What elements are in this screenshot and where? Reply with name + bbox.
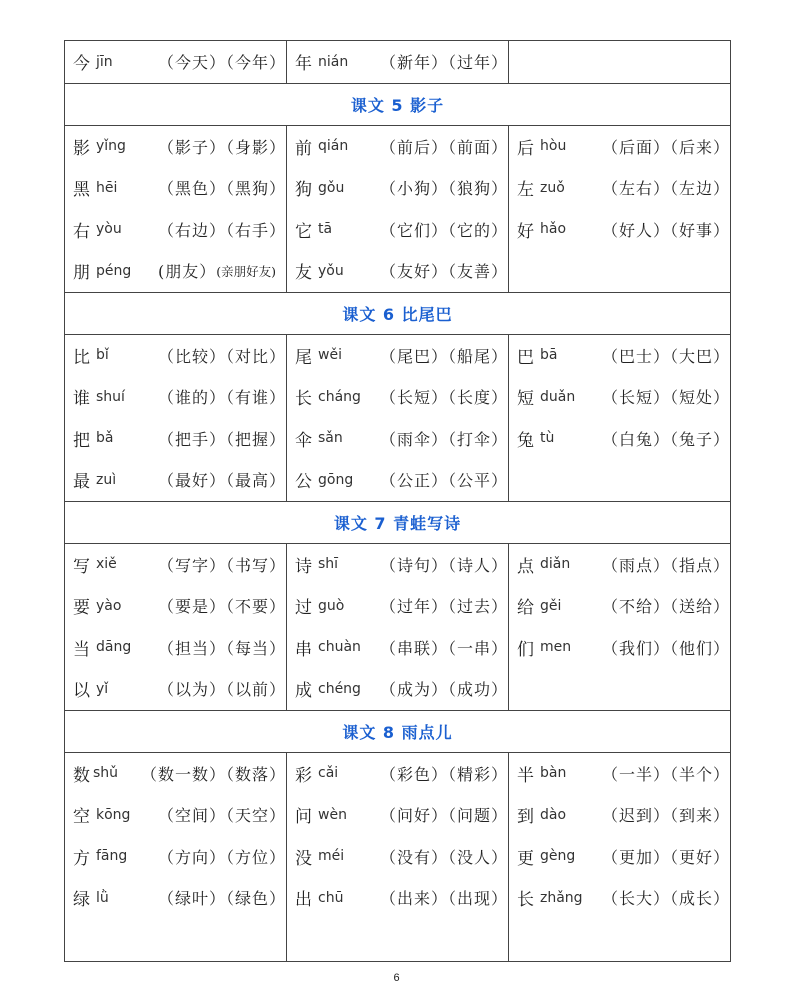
vocab-entry (287, 418, 508, 460)
lesson-header-row (65, 501, 731, 543)
character: 左 (517, 180, 534, 201)
vocab-entry (65, 459, 286, 501)
example-words: （前后）（前面） (379, 137, 508, 157)
lesson-header (65, 83, 731, 125)
vocab-entry (65, 335, 286, 377)
example-words: （右边）（右手） (157, 220, 286, 240)
character: 要 (73, 598, 90, 619)
column-cell (287, 752, 509, 961)
vocab-entry (287, 668, 508, 710)
character: 过 (295, 598, 312, 619)
pinyin: shī (318, 556, 339, 573)
vocab-entry (287, 877, 508, 919)
pinyin: sǎn (318, 430, 343, 447)
vocab-entry (65, 627, 286, 669)
vocab-entry (287, 459, 508, 501)
pinyin: zhǎng (540, 889, 583, 906)
pinyin: nián (318, 53, 349, 70)
pinyin: yào (96, 597, 122, 614)
content-row (65, 41, 731, 84)
example-words: (朋友） (158, 262, 217, 282)
pinyin: tù (540, 430, 555, 447)
pinyin: chuàn (318, 639, 361, 656)
lesson-header-row (65, 83, 731, 125)
vocab-entry (509, 376, 730, 418)
vocab-entry (509, 544, 730, 586)
character: 公 (295, 472, 312, 493)
pinyin: gèng (540, 848, 576, 865)
pinyin: hòu (540, 138, 567, 155)
character: 比 (73, 347, 90, 368)
example-words: （彩色）（精彩） (379, 764, 508, 784)
vocab-entry (287, 544, 508, 586)
character: 们 (517, 639, 534, 660)
pinyin: méi (318, 848, 345, 865)
example-words: （过年）（过去） (379, 597, 508, 617)
pinyin: diǎn (540, 556, 571, 573)
pinyin: xiě (96, 556, 117, 573)
example-words: （绿叶）（绿色） (157, 889, 286, 909)
example-words: （成为）（成功） (379, 680, 508, 700)
character: 黑 (73, 180, 90, 201)
example-words-extra: (亲朋好友) (216, 263, 277, 279)
character: 前 (295, 138, 312, 159)
vocab-entry (509, 126, 730, 168)
character: 最 (73, 472, 90, 493)
character: 彩 (295, 765, 312, 786)
example-words: （友好）（友善） (379, 262, 508, 282)
vocab-entry (287, 41, 508, 83)
example-words: （最好）（最高） (157, 471, 286, 491)
character: 诗 (295, 556, 312, 577)
character: 长 (295, 389, 312, 410)
page-number: 6 (393, 972, 400, 984)
example-words: （没有）（没人） (379, 847, 508, 867)
pinyin: cháng (318, 388, 361, 405)
pinyin: yǐng (96, 138, 126, 155)
vocab-entry (287, 753, 508, 795)
vocab-entry (65, 753, 286, 795)
column-cell (65, 543, 287, 710)
pinyin: dào (540, 806, 567, 823)
lesson-title: 课文 8 雨点儿 (342, 722, 453, 742)
character: 狗 (295, 180, 312, 201)
lesson-title: 课文 7 青蛙写诗 (333, 513, 462, 533)
character: 后 (517, 138, 534, 159)
pinyin: duǎn (540, 388, 576, 405)
example-words: （写字）（书写） (157, 555, 286, 575)
vocab-entry (65, 126, 286, 168)
example-words: （巴士）（大巴） (601, 346, 730, 366)
character: 年 (295, 54, 312, 75)
column-cell (509, 334, 731, 501)
column-cell (65, 334, 287, 501)
pinyin: kōng (96, 806, 131, 823)
vocab-entry (509, 585, 730, 627)
pinyin: bǐ (96, 347, 109, 364)
pinyin: bǎ (96, 430, 114, 447)
vocab-entry (65, 668, 286, 710)
column-cell (509, 543, 731, 710)
lesson-title: 课文 6 比尾巴 (342, 304, 453, 324)
character: 半 (517, 765, 534, 786)
lesson-header-row (65, 292, 731, 334)
character: 当 (73, 639, 90, 660)
pinyin: bā (540, 347, 558, 364)
example-words: （尾巴）（船尾） (379, 346, 508, 366)
example-words: （迟到）（到来） (601, 806, 730, 826)
vocab-entry (509, 335, 730, 377)
column-cell (65, 752, 287, 961)
pinyin: chū (318, 889, 344, 906)
pinyin: cǎi (318, 765, 339, 782)
character: 以 (73, 681, 90, 702)
example-words: （今天）（今年） (157, 53, 286, 73)
vocab-entry (65, 167, 286, 209)
vocab-entry (287, 585, 508, 627)
content-row (65, 752, 731, 961)
vocab-entry (509, 167, 730, 209)
pinyin: fāng (96, 848, 128, 865)
character: 谁 (73, 389, 90, 410)
example-words: （好人）（好事） (601, 220, 730, 240)
vocab-entry (65, 544, 286, 586)
example-words: （方向）（方位） (157, 847, 286, 867)
content-row (65, 125, 731, 292)
vocab-entry (65, 836, 286, 878)
column-cell (287, 41, 509, 84)
vocab-entry (287, 335, 508, 377)
vocab-entry (509, 877, 730, 919)
column-cell (65, 41, 287, 84)
example-words: （新年）（过年） (379, 53, 508, 73)
vocab-entry (509, 209, 730, 251)
character: 点 (517, 556, 534, 577)
lesson-title: 课文 5 影子 (350, 95, 445, 115)
vocab-entry (287, 627, 508, 669)
vocabulary-table (64, 40, 731, 962)
character: 尾 (295, 347, 312, 368)
character: 把 (73, 430, 90, 451)
character: 它 (295, 221, 312, 242)
example-words: （影子）（身影） (157, 137, 286, 157)
vocab-entry (287, 250, 508, 292)
vocab-entry (65, 877, 286, 919)
vocab-entry (65, 794, 286, 836)
column-cell (509, 752, 731, 961)
pinyin: hǎo (540, 221, 567, 238)
character: 给 (517, 598, 534, 619)
example-words: （长大）（成长） (601, 889, 730, 909)
vocab-entry (287, 376, 508, 418)
character: 影 (73, 138, 90, 159)
vocab-entry (65, 418, 286, 460)
character: 方 (73, 848, 90, 869)
vocab-entry (509, 836, 730, 878)
example-words: （长短）（长度） (379, 388, 508, 408)
lesson-header (65, 501, 731, 543)
lesson-header (65, 292, 731, 334)
pinyin: shǔ (93, 765, 119, 782)
example-words: （雨伞）（打伞） (379, 429, 508, 449)
column-cell (509, 125, 731, 292)
pinyin: péng (96, 262, 132, 279)
example-words: （要是）（不要） (157, 597, 286, 617)
column-cell (287, 125, 509, 292)
example-words: （左右）（左边） (601, 179, 730, 199)
character: 成 (295, 681, 312, 702)
pinyin: gěi (540, 597, 562, 614)
example-words: （问好）（问题） (379, 806, 508, 826)
character: 友 (295, 263, 312, 284)
pinyin: guò (318, 597, 345, 614)
pinyin: gǒu (318, 179, 345, 196)
character: 巴 (517, 347, 534, 368)
column-cell (65, 125, 287, 292)
pinyin: zuǒ (540, 179, 565, 196)
pinyin: tā (318, 221, 333, 238)
vocab-entry (287, 126, 508, 168)
example-words: （以为）（以前） (157, 680, 286, 700)
example-words: （一半）（半个） (601, 764, 730, 784)
example-words: （我们）（他们） (601, 638, 730, 658)
example-words: （雨点）（指点） (601, 555, 730, 575)
vocab-entry (65, 585, 286, 627)
pinyin: hēi (96, 179, 118, 196)
column-cell (287, 334, 509, 501)
example-words: （不给）（送给） (601, 597, 730, 617)
character: 问 (295, 807, 312, 828)
pinyin: men (540, 639, 572, 656)
content-row (65, 334, 731, 501)
pinyin: yǐ (96, 680, 109, 697)
pinyin: yǒu (318, 262, 344, 279)
character: 伞 (295, 430, 312, 451)
vocab-entry (65, 209, 286, 251)
pinyin: lǜ (96, 889, 109, 906)
vocab-entry (287, 794, 508, 836)
column-cell (509, 41, 731, 84)
pinyin: wěi (318, 347, 342, 364)
vocab-entry (287, 836, 508, 878)
example-words: （长短）（短处） (601, 388, 730, 408)
vocab-entry (509, 753, 730, 795)
column-cell (287, 543, 509, 710)
example-words: （比较）（对比） (157, 346, 286, 366)
example-words: （后面）（后来） (601, 137, 730, 157)
vocab-entry (65, 376, 286, 418)
vocab-entry (287, 209, 508, 251)
vocab-entry (509, 418, 730, 460)
example-words: （空间）（天空） (157, 806, 286, 826)
example-words: （小狗）（狼狗） (379, 179, 508, 199)
pinyin: chéng (318, 680, 361, 697)
example-words: （诗句）（诗人） (379, 555, 508, 575)
vocab-entry (287, 167, 508, 209)
pinyin: jīn (96, 53, 113, 70)
content-row (65, 543, 731, 710)
lesson-header (65, 710, 731, 752)
character: 长 (517, 890, 534, 911)
character: 右 (73, 221, 90, 242)
example-words: （把手）（把握） (157, 429, 286, 449)
character: 写 (73, 556, 90, 577)
character: 短 (517, 389, 534, 410)
character: 好 (517, 221, 534, 242)
vocab-entry (509, 794, 730, 836)
example-words: （担当）（每当） (157, 638, 286, 658)
character: 数 (73, 765, 90, 786)
character: 出 (295, 890, 312, 911)
example-words: （串联）（一串） (379, 638, 508, 658)
character: 兔 (517, 430, 534, 451)
character: 没 (295, 848, 312, 869)
character: 到 (517, 807, 534, 828)
character: 串 (295, 639, 312, 660)
example-words: （更加）（更好） (601, 847, 730, 867)
vocab-entry (509, 627, 730, 669)
vocab-entry (65, 41, 286, 83)
vocab-entry (65, 250, 286, 292)
pinyin: wèn (318, 806, 347, 823)
pinyin: yòu (96, 221, 122, 238)
character: 绿 (73, 890, 90, 911)
pinyin: shuí (96, 388, 125, 405)
example-words: （数一数）（数落） (140, 764, 286, 784)
example-words: （谁的）（有谁） (157, 388, 286, 408)
lesson-header-row (65, 710, 731, 752)
character: 朋 (73, 263, 90, 284)
pinyin: bàn (540, 765, 567, 782)
character: 今 (73, 54, 90, 75)
pinyin: gōng (318, 471, 354, 488)
character: 更 (517, 848, 534, 869)
pinyin: qián (318, 138, 349, 155)
pinyin: dāng (96, 639, 132, 656)
example-words: （它们）（它的） (379, 220, 508, 240)
example-words: （白兔）（兔子） (601, 429, 730, 449)
example-words: （公正）（公平） (379, 471, 508, 491)
example-words: （出来）（出现） (379, 889, 508, 909)
pinyin: zuì (96, 471, 117, 488)
example-words: （黑色）（黑狗） (157, 179, 286, 199)
character: 空 (73, 807, 90, 828)
